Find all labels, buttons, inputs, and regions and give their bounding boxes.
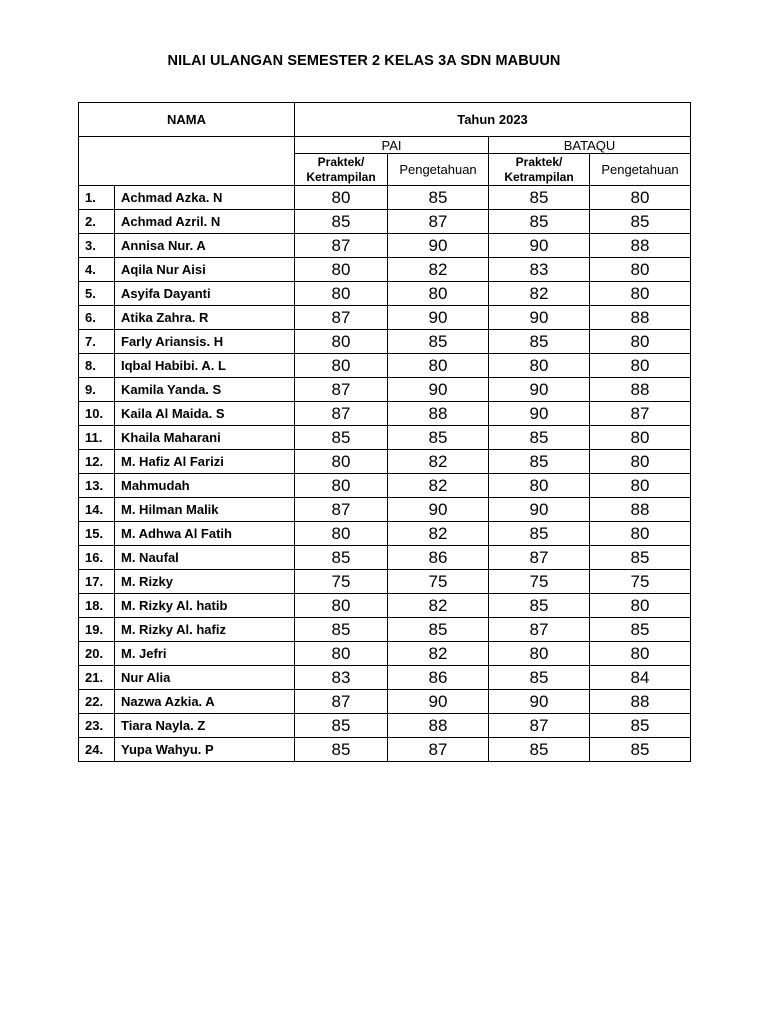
- score-pai-praktek: 80: [295, 282, 388, 306]
- student-name: Khaila Maharani: [115, 426, 295, 450]
- row-number: 24.: [79, 738, 115, 762]
- student-name: Atika Zahra. R: [115, 306, 295, 330]
- score-bataqu-pengetahuan: 80: [590, 642, 691, 666]
- score-bataqu-praktek: 82: [489, 282, 590, 306]
- score-pai-pengetahuan: 85: [388, 186, 489, 210]
- student-name: M. Hafiz Al Farizi: [115, 450, 295, 474]
- row-number: 4.: [79, 258, 115, 282]
- score-pai-praktek: 85: [295, 738, 388, 762]
- table-row: [79, 306, 691, 330]
- score-pai-pengetahuan: 88: [388, 402, 489, 426]
- score-bataqu-praktek: 87: [489, 546, 590, 570]
- row-number: 22.: [79, 690, 115, 714]
- score-pai-praktek: 80: [295, 330, 388, 354]
- row-number: 14.: [79, 498, 115, 522]
- row-number: 15.: [79, 522, 115, 546]
- header-row-subjects: [79, 137, 691, 154]
- score-bataqu-praktek: 85: [489, 330, 590, 354]
- score-bataqu-praktek: 85: [489, 522, 590, 546]
- table-row: [79, 522, 691, 546]
- student-name: M. Rizky: [115, 570, 295, 594]
- table-row: [79, 546, 691, 570]
- student-name: Mahmudah: [115, 474, 295, 498]
- score-bataqu-pengetahuan: 88: [590, 690, 691, 714]
- table-row: [79, 282, 691, 306]
- score-pai-pengetahuan: 82: [388, 594, 489, 618]
- score-pai-pengetahuan: 82: [388, 522, 489, 546]
- score-pai-praktek: 87: [295, 378, 388, 402]
- table-row: [79, 186, 691, 210]
- table-row: [79, 426, 691, 450]
- score-bataqu-praktek: 83: [489, 258, 590, 282]
- table-body: [79, 186, 691, 762]
- score-bataqu-pengetahuan: 88: [590, 498, 691, 522]
- score-pai-pengetahuan: 90: [388, 498, 489, 522]
- subject-header-bataqu: BATAQU: [489, 137, 691, 154]
- score-bataqu-praktek: 85: [489, 666, 590, 690]
- table-row: [79, 354, 691, 378]
- row-number: 13.: [79, 474, 115, 498]
- score-pai-praktek: 87: [295, 402, 388, 426]
- nama-header: NAMA: [79, 103, 295, 137]
- score-bataqu-praktek: 85: [489, 738, 590, 762]
- table-row: [79, 234, 691, 258]
- score-pai-praktek: 85: [295, 618, 388, 642]
- student-name: Nur Alia: [115, 666, 295, 690]
- score-bataqu-praktek: 90: [489, 378, 590, 402]
- score-bataqu-pengetahuan: 75: [590, 570, 691, 594]
- student-name: Achmad Azril. N: [115, 210, 295, 234]
- score-bataqu-pengetahuan: 85: [590, 738, 691, 762]
- score-bataqu-pengetahuan: 88: [590, 234, 691, 258]
- score-pai-pengetahuan: 85: [388, 330, 489, 354]
- row-number: 21.: [79, 666, 115, 690]
- student-name: M. Rizky Al. hafiz: [115, 618, 295, 642]
- score-bataqu-pengetahuan: 80: [590, 450, 691, 474]
- student-name: Tiara Nayla. Z: [115, 714, 295, 738]
- score-bataqu-praktek: 90: [489, 234, 590, 258]
- score-bataqu-praktek: 85: [489, 450, 590, 474]
- score-bataqu-praktek: 90: [489, 690, 590, 714]
- student-name: Aqila Nur Aisi: [115, 258, 295, 282]
- score-bataqu-praktek: 75: [489, 570, 590, 594]
- student-name: Kaila Al Maida. S: [115, 402, 295, 426]
- score-pai-pengetahuan: 82: [388, 642, 489, 666]
- pai-pengetahuan-header: Pengetahuan: [388, 154, 489, 186]
- score-pai-pengetahuan: 75: [388, 570, 489, 594]
- score-bataqu-pengetahuan: 80: [590, 330, 691, 354]
- score-pai-pengetahuan: 86: [388, 546, 489, 570]
- student-name: Kamila Yanda. S: [115, 378, 295, 402]
- score-pai-pengetahuan: 82: [388, 258, 489, 282]
- score-bataqu-pengetahuan: 85: [590, 618, 691, 642]
- score-bataqu-praktek: 87: [489, 714, 590, 738]
- score-pai-praktek: 85: [295, 210, 388, 234]
- table-row: [79, 402, 691, 426]
- score-pai-pengetahuan: 87: [388, 210, 489, 234]
- praktek-label-line1: Praktek/: [515, 154, 563, 169]
- table-row: [79, 666, 691, 690]
- score-pai-pengetahuan: 90: [388, 378, 489, 402]
- score-pai-praktek: 80: [295, 354, 388, 378]
- praktek-label-line2: Ketrampilan: [306, 169, 376, 184]
- row-number: 19.: [79, 618, 115, 642]
- score-bataqu-pengetahuan: 80: [590, 186, 691, 210]
- row-number: 8.: [79, 354, 115, 378]
- score-bataqu-pengetahuan: 80: [590, 474, 691, 498]
- pai-praktek-header: [295, 154, 388, 186]
- score-bataqu-praktek: 80: [489, 354, 590, 378]
- score-pai-pengetahuan: 90: [388, 306, 489, 330]
- row-number: 18.: [79, 594, 115, 618]
- score-pai-praktek: 85: [295, 546, 388, 570]
- table-row: [79, 210, 691, 234]
- score-bataqu-pengetahuan: 80: [590, 426, 691, 450]
- score-pai-pengetahuan: 80: [388, 282, 489, 306]
- year-header: Tahun 2023: [295, 103, 691, 137]
- score-pai-pengetahuan: 86: [388, 666, 489, 690]
- score-bataqu-pengetahuan: 80: [590, 258, 691, 282]
- score-bataqu-praktek: 85: [489, 594, 590, 618]
- praktek-label-line1: Praktek/: [317, 154, 365, 169]
- score-bataqu-pengetahuan: 80: [590, 282, 691, 306]
- score-pai-pengetahuan: 90: [388, 234, 489, 258]
- student-name: Farly Ariansis. H: [115, 330, 295, 354]
- score-pai-pengetahuan: 85: [388, 426, 489, 450]
- table-row: [79, 498, 691, 522]
- score-bataqu-praktek: 90: [489, 402, 590, 426]
- row-number: 5.: [79, 282, 115, 306]
- score-bataqu-pengetahuan: 87: [590, 402, 691, 426]
- row-number: 6.: [79, 306, 115, 330]
- header-row-main: [79, 103, 691, 137]
- score-pai-praktek: 87: [295, 234, 388, 258]
- nama-header-spacer: [79, 137, 295, 186]
- row-number: 10.: [79, 402, 115, 426]
- bataqu-pengetahuan-header: Pengetahuan: [590, 154, 691, 186]
- student-name: M. Jefri: [115, 642, 295, 666]
- score-pai-praktek: 80: [295, 642, 388, 666]
- student-name: M. Rizky Al. hatib: [115, 594, 295, 618]
- score-pai-praktek: 80: [295, 522, 388, 546]
- student-name: Yupa Wahyu. P: [115, 738, 295, 762]
- score-pai-pengetahuan: 88: [388, 714, 489, 738]
- score-pai-praktek: 85: [295, 714, 388, 738]
- score-pai-praktek: 80: [295, 258, 388, 282]
- score-pai-praktek: 85: [295, 426, 388, 450]
- score-bataqu-pengetahuan: 80: [590, 594, 691, 618]
- student-name: Annisa Nur. A: [115, 234, 295, 258]
- score-bataqu-pengetahuan: 84: [590, 666, 691, 690]
- table-row: [79, 594, 691, 618]
- row-number: 20.: [79, 642, 115, 666]
- score-bataqu-pengetahuan: 85: [590, 210, 691, 234]
- score-pai-praktek: 80: [295, 594, 388, 618]
- score-bataqu-praktek: 85: [489, 186, 590, 210]
- student-name: Iqbal Habibi. A. L: [115, 354, 295, 378]
- score-pai-praktek: 83: [295, 666, 388, 690]
- table-row: [79, 618, 691, 642]
- row-number: 2.: [79, 210, 115, 234]
- score-bataqu-praktek: 87: [489, 618, 590, 642]
- score-bataqu-pengetahuan: 85: [590, 546, 691, 570]
- row-number: 17.: [79, 570, 115, 594]
- praktek-label-line2: Ketrampilan: [504, 169, 574, 184]
- table-row: [79, 738, 691, 762]
- student-name: M. Hilman Malik: [115, 498, 295, 522]
- score-bataqu-praktek: 80: [489, 642, 590, 666]
- score-bataqu-pengetahuan: 88: [590, 306, 691, 330]
- score-pai-pengetahuan: 87: [388, 738, 489, 762]
- student-name: Nazwa Azkia. A: [115, 690, 295, 714]
- row-number: 12.: [79, 450, 115, 474]
- grades-table: [78, 102, 691, 762]
- score-pai-praktek: 87: [295, 306, 388, 330]
- score-bataqu-praktek: 90: [489, 306, 590, 330]
- score-pai-pengetahuan: 82: [388, 474, 489, 498]
- document-title: NILAI ULANGAN SEMESTER 2 KELAS 3A SDN MABUUN: [167, 53, 561, 69]
- score-bataqu-praktek: 85: [489, 426, 590, 450]
- row-number: 11.: [79, 426, 115, 450]
- score-bataqu-pengetahuan: 85: [590, 714, 691, 738]
- score-pai-pengetahuan: 85: [388, 618, 489, 642]
- bataqu-praktek-header: [489, 154, 590, 186]
- table-row: [79, 714, 691, 738]
- row-number: 1.: [79, 186, 115, 210]
- score-bataqu-praktek: 85: [489, 210, 590, 234]
- row-number: 16.: [79, 546, 115, 570]
- table-row: [79, 258, 691, 282]
- table-row: [79, 570, 691, 594]
- row-number: 9.: [79, 378, 115, 402]
- score-pai-pengetahuan: 82: [388, 450, 489, 474]
- table-row: [79, 450, 691, 474]
- score-pai-praktek: 75: [295, 570, 388, 594]
- score-pai-praktek: 87: [295, 498, 388, 522]
- table-row: [79, 474, 691, 498]
- score-pai-praktek: 87: [295, 690, 388, 714]
- row-number: 3.: [79, 234, 115, 258]
- score-bataqu-praktek: 80: [489, 474, 590, 498]
- score-pai-praktek: 80: [295, 474, 388, 498]
- table-row: [79, 330, 691, 354]
- score-pai-praktek: 80: [295, 450, 388, 474]
- row-number: 23.: [79, 714, 115, 738]
- score-bataqu-pengetahuan: 88: [590, 378, 691, 402]
- score-pai-pengetahuan: 90: [388, 690, 489, 714]
- student-name: Asyifa Dayanti: [115, 282, 295, 306]
- score-pai-pengetahuan: 80: [388, 354, 489, 378]
- score-bataqu-pengetahuan: 80: [590, 354, 691, 378]
- student-name: M. Naufal: [115, 546, 295, 570]
- score-bataqu-pengetahuan: 80: [590, 522, 691, 546]
- row-number: 7.: [79, 330, 115, 354]
- subject-header-pai: PAI: [295, 137, 489, 154]
- student-name: M. Adhwa Al Fatih: [115, 522, 295, 546]
- score-pai-praktek: 80: [295, 186, 388, 210]
- score-bataqu-praktek: 90: [489, 498, 590, 522]
- table-row: [79, 378, 691, 402]
- table-row: [79, 690, 691, 714]
- student-name: Achmad Azka. N: [115, 186, 295, 210]
- table-row: [79, 642, 691, 666]
